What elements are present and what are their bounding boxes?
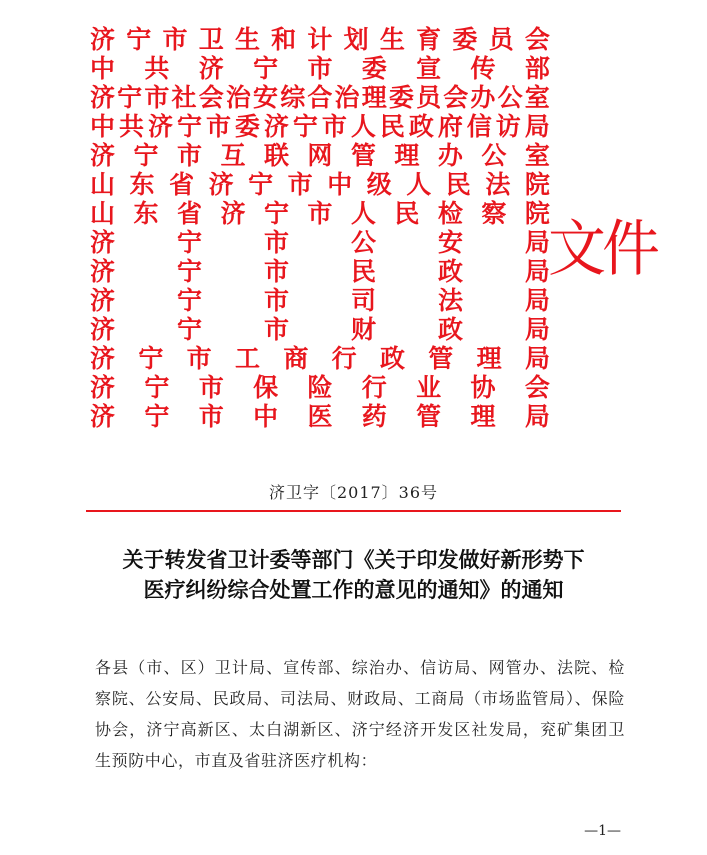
agency-char: 安	[437, 228, 463, 257]
agency-char: 宁	[144, 402, 170, 431]
agency-char: 济	[208, 170, 234, 199]
agency-char: 公	[497, 83, 523, 112]
agency-char: 访	[495, 112, 521, 141]
agency-char: 市	[307, 54, 333, 83]
agency-char: 公	[481, 141, 507, 170]
agency-char: 济	[90, 25, 116, 54]
addressee-paragraph: 各县（市、区）卫计局、宣传部、综治办、信访局、网管办、法院、检察院、公安局、民政局、司法局、财政局、工商局（市场监管局）、保险协会，济宁高新区、太白湖新区、济宁经济开发区社发局，兖矿集团卫生预防中心，市直及省驻济医疗机构：	[95, 658, 625, 770]
agency-char: 民	[379, 112, 405, 141]
agency-char: 中	[253, 402, 279, 431]
agency-char: 宁	[292, 112, 318, 141]
agency-char: 宁	[117, 83, 143, 112]
agency-char: 委	[452, 25, 478, 54]
agency-char: 传	[470, 54, 496, 83]
agency-char: 理	[470, 402, 496, 431]
agency-char: 济	[90, 373, 116, 402]
agency-char: 济	[90, 83, 116, 112]
agency-char: 中	[90, 112, 116, 141]
agency-char: 政	[408, 112, 434, 141]
agency-char: 宁	[176, 315, 202, 344]
agency-line	[90, 286, 550, 315]
agency-line	[90, 170, 550, 199]
agency-line	[90, 141, 550, 170]
agency-char: 济	[90, 257, 116, 286]
agency-char: 生	[234, 25, 260, 54]
agency-char: 济	[90, 344, 116, 373]
agency-char: 财	[350, 315, 376, 344]
agency-char: 治	[225, 83, 251, 112]
agency-char: 中	[327, 170, 353, 199]
agency-char: 综	[280, 83, 306, 112]
agency-char: 济	[90, 315, 116, 344]
agency-line	[90, 315, 550, 344]
agency-line	[90, 344, 550, 373]
agency-char: 管	[428, 344, 454, 373]
agency-char: 管	[350, 141, 376, 170]
agency-char: 市	[205, 112, 231, 141]
agency-char: 济	[90, 228, 116, 257]
agency-char: 互	[220, 141, 246, 170]
title-line-1: 关于转发省卫计委等部门《关于印发做好新形势下	[122, 547, 585, 572]
agency-line	[90, 402, 550, 431]
agency-char: 院	[524, 170, 550, 199]
agency-char: 室	[524, 83, 550, 112]
agency-line	[90, 257, 550, 286]
agency-char: 市	[198, 402, 224, 431]
red-divider-line	[86, 510, 621, 512]
agency-char: 市	[263, 315, 289, 344]
agency-char: 保	[253, 373, 279, 402]
agency-char: 信	[466, 112, 492, 141]
agency-char: 宁	[176, 257, 202, 286]
agency-char: 理	[361, 83, 387, 112]
agency-char: 市	[176, 141, 202, 170]
agency-char: 中	[90, 54, 116, 83]
agency-char: 济	[220, 199, 246, 228]
agency-char: 室	[524, 141, 550, 170]
agency-line	[90, 25, 550, 54]
agency-char: 东	[133, 199, 159, 228]
agency-char: 法	[437, 286, 463, 315]
agency-char: 药	[361, 402, 387, 431]
agency-char: 共	[118, 112, 144, 141]
agency-char: 安	[253, 83, 279, 112]
agency-char: 育	[416, 25, 442, 54]
agency-char: 会	[524, 25, 550, 54]
agency-line	[90, 83, 550, 112]
agency-char: 济	[198, 54, 224, 83]
agency-char: 宁	[253, 54, 279, 83]
agency-char: 协	[470, 373, 496, 402]
agency-char: 司	[350, 286, 376, 315]
agency-char: 业	[416, 373, 442, 402]
agency-char: 市	[321, 112, 347, 141]
agency-char: 会	[198, 83, 224, 112]
agency-char: 局	[524, 257, 550, 286]
agency-char: 行	[361, 373, 387, 402]
agency-char: 市	[307, 199, 333, 228]
agency-char: 网	[307, 141, 333, 170]
agency-char: 宁	[126, 25, 152, 54]
agency-char: 会	[524, 373, 550, 402]
agency-char: 险	[307, 373, 333, 402]
agency-char: 民	[394, 199, 420, 228]
agency-char: 公	[350, 228, 376, 257]
agency-char: 委	[388, 83, 414, 112]
agency-line	[90, 54, 550, 83]
agency-char: 宁	[133, 141, 159, 170]
agency-char: 局	[524, 286, 550, 315]
agency-char: 山	[90, 199, 116, 228]
agency-char: 行	[331, 344, 357, 373]
agency-char: 政	[437, 257, 463, 286]
agency-char: 生	[379, 25, 405, 54]
agency-char: 部	[524, 54, 550, 83]
agency-char: 政	[379, 344, 405, 373]
agency-char: 局	[524, 315, 550, 344]
agency-char: 济	[147, 112, 173, 141]
agency-char: 省	[176, 199, 202, 228]
agency-line	[90, 228, 550, 257]
agency-char: 理	[394, 141, 420, 170]
agency-char: 市	[186, 344, 212, 373]
document-number: 济卫字〔2017〕36号	[268, 483, 439, 502]
agency-char: 宁	[176, 286, 202, 315]
agency-char: 员	[416, 83, 442, 112]
agency-char: 和	[271, 25, 297, 54]
agency-char: 市	[287, 170, 313, 199]
agency-char: 民	[350, 257, 376, 286]
agency-line	[90, 199, 550, 228]
agency-char: 局	[524, 344, 550, 373]
agency-char: 院	[524, 199, 550, 228]
agency-char: 医	[307, 402, 333, 431]
agency-char: 检	[437, 199, 463, 228]
document-title	[70, 545, 637, 605]
agency-char: 市	[263, 257, 289, 286]
agency-char: 联	[263, 141, 289, 170]
agency-char: 市	[198, 373, 224, 402]
agency-char: 府	[437, 112, 463, 141]
agency-char: 理	[476, 344, 502, 373]
agency-char: 东	[129, 170, 155, 199]
agency-char: 宁	[248, 170, 274, 199]
agency-char: 局	[524, 228, 550, 257]
agency-char: 划	[343, 25, 369, 54]
agency-char: 卫	[198, 25, 224, 54]
agency-char: 合	[307, 83, 333, 112]
agency-char: 局	[524, 112, 550, 141]
agency-char: 共	[144, 54, 170, 83]
agency-char: 治	[334, 83, 360, 112]
agency-char: 济	[263, 112, 289, 141]
agency-char: 委	[361, 54, 387, 83]
agency-char: 政	[437, 315, 463, 344]
agency-char: 计	[307, 25, 333, 54]
agency-char: 会	[443, 83, 469, 112]
agency-char: 察	[481, 199, 507, 228]
agency-char: 管	[416, 402, 442, 431]
agency-char: 山	[90, 170, 116, 199]
agency-char: 宁	[176, 112, 202, 141]
agency-char: 市	[144, 83, 170, 112]
agency-char: 级	[366, 170, 392, 199]
agency-char: 宣	[416, 54, 442, 83]
agency-char: 员	[488, 25, 514, 54]
agency-char: 人	[406, 170, 432, 199]
document-suffix: 文件	[548, 213, 657, 285]
agency-char: 办	[437, 141, 463, 170]
agency-char: 局	[524, 402, 550, 431]
agency-char: 办	[470, 83, 496, 112]
agency-char: 法	[485, 170, 511, 199]
agency-char: 省	[169, 170, 195, 199]
page-number: —1—	[584, 823, 621, 839]
agency-char: 宁	[144, 373, 170, 402]
agency-char: 宁	[263, 199, 289, 228]
agency-char: 人	[350, 112, 376, 141]
agency-char: 商	[283, 344, 309, 373]
agency-char: 市	[263, 286, 289, 315]
agency-char: 工	[234, 344, 260, 373]
issuing-agencies-block	[90, 25, 550, 431]
agency-char: 社	[171, 83, 197, 112]
title-line-2: 医疗纠纷综合处置工作的意见的通知》的通知	[143, 577, 564, 602]
agency-char: 市	[162, 25, 188, 54]
agency-char: 宁	[138, 344, 164, 373]
agency-char: 市	[263, 228, 289, 257]
agency-char: 济	[90, 402, 116, 431]
agency-char: 济	[90, 286, 116, 315]
agency-char: 民	[445, 170, 471, 199]
agency-char: 委	[234, 112, 260, 141]
agency-line	[90, 373, 550, 402]
agency-char: 济	[90, 141, 116, 170]
agency-char: 宁	[176, 228, 202, 257]
agency-char: 人	[350, 199, 376, 228]
agency-line	[90, 112, 550, 141]
